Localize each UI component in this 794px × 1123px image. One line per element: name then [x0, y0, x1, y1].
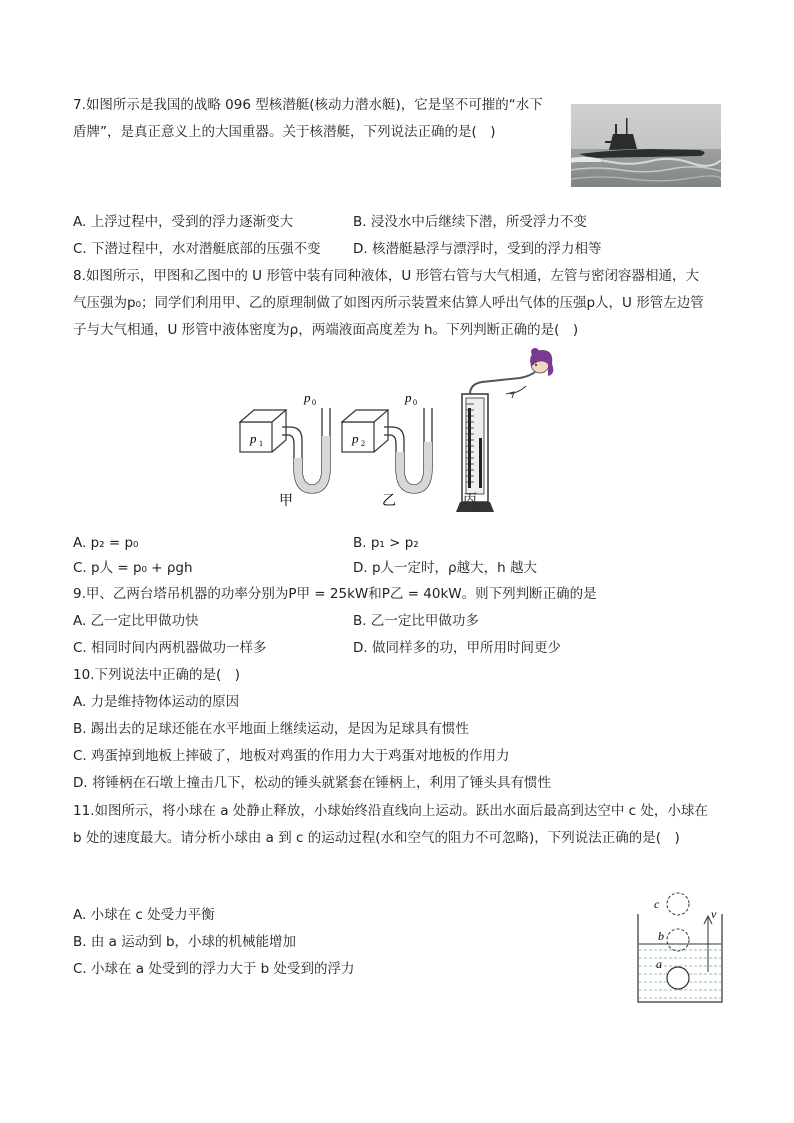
q8-option-d: D. p人一定时，ρ越大，h 越大 — [353, 560, 537, 576]
q11-option-a: A. 小球在 c 处受力平衡 — [73, 907, 215, 923]
q10-option-a: A. 力是维持物体运动的原因 — [73, 694, 240, 710]
q10-stem: 10.下列说法中正确的是( ) — [73, 667, 241, 683]
label-a: a — [656, 957, 662, 971]
q7-option-b: B. 浸没水中后继续下潜，所受浮力不变 — [353, 214, 587, 230]
q9-option-b: B. 乙一定比甲做功多 — [353, 613, 479, 629]
q10-option-d: D. 将锤柄在石墩上撞击几下，松动的锤头就紧套在锤柄上，利用了锤头具有惯性 — [73, 775, 551, 791]
q11-stem-line2: b 处的速度最大。请分析小球由 a 到 c 的运动过程(水和空气的阻力不可忽略)，下列说法正确的是( ) — [73, 830, 680, 846]
q7-option-d: D. 核潜艇悬浮与漂浮时，受到的浮力相等 — [353, 241, 602, 257]
q7-option-a: A. 上浮过程中，受到的浮力逐渐变大 — [73, 214, 294, 230]
q7-stem-line2: 盾牌”，是真正意义上的大国重器。关于核潜艇，下列说法正确的是( ) — [73, 124, 496, 140]
u-tube-figure — [230, 348, 560, 520]
q8-stem-line1: 8.如图所示，甲图和乙图中的 U 形管中装有同种液体，U 形管右管与大气相通，左管与密闭容器相通，大 — [73, 268, 700, 284]
p0-sub-jia: 0 — [312, 398, 316, 407]
q8-stem-line3: 子与大气相通，U 形管中液体密度为ρ，两端液面高度差为 h。下列判断正确的是( ) — [73, 322, 579, 338]
q11-option-b: B. 由 a 运动到 b，小球的机械能增加 — [73, 934, 297, 950]
q11-option-c: C. 小球在 a 处受到的浮力大于 b 处受到的浮力 — [73, 961, 355, 977]
q7-stem-line1: 7.如图所示是我国的战略 096 型核潜艇(核动力潜水艇)，它是坚不可摧的“水下 — [73, 97, 543, 113]
q9-option-a: A. 乙一定比甲做功快 — [73, 613, 199, 629]
q10-option-b: B. 踢出去的足球还能在水平地面上继续运动，是因为足球具有惯性 — [73, 721, 469, 737]
q8-option-b: B. p₁ > p₂ — [353, 535, 419, 551]
p2-label: p — [352, 431, 359, 446]
u-tube-bing — [456, 348, 553, 512]
label-jia: 甲 — [279, 493, 293, 509]
p1-subscript: 1 — [259, 439, 263, 448]
p0-label-yi: p — [405, 390, 412, 405]
label-bing-text: 丙 — [463, 492, 477, 508]
label-yi: 乙 — [382, 493, 396, 509]
p0-label-jia: p — [304, 390, 311, 405]
q9-option-d: D. 做同样多的功，甲所用时间更少 — [353, 640, 561, 656]
q8-option-a: A. p₂ = p₀ — [73, 535, 139, 551]
q8-stem-line2: 气压强为p₀；同学们利用甲、乙的原理制做了如图丙所示装置来估算人呼出气体的压强p人，U 形管左边管 — [73, 295, 704, 311]
q9-stem: 9.甲、乙两台塔吊机器的功率分别为P甲 = 25kW和P乙 = 40kW。则下列判断正确的是 — [73, 586, 597, 602]
p1-label: p — [250, 431, 257, 446]
label-c: c — [654, 897, 660, 911]
q11-stem-line1: 11.如图所示，将小球在 a 处静止释放，小球始终沿直线向上运动。跃出水面后最高到达空中 c 处，小球在 — [73, 803, 708, 819]
ball-water-figure — [632, 888, 728, 1006]
q9-option-c: C. 相同时间内两机器做功一样多 — [73, 640, 267, 656]
q10-option-c: C. 鸡蛋掉到地板上摔破了，地板对鸡蛋的作用力大于鸡蛋对地板的作用力 — [73, 748, 510, 764]
label-v: v — [711, 907, 717, 921]
p0-sub-yi: 0 — [413, 398, 417, 407]
u-tube-jia — [240, 390, 330, 493]
q8-option-c: C. p人 = p₀ + ρgh — [73, 560, 193, 576]
q7-option-c: C. 下潜过程中，水对潜艇底部的压强不变 — [73, 241, 321, 257]
label-b: b — [658, 929, 664, 943]
p2-subscript: 2 — [361, 439, 365, 448]
submarine-photo — [571, 104, 721, 187]
u-tube-yi — [342, 390, 432, 493]
